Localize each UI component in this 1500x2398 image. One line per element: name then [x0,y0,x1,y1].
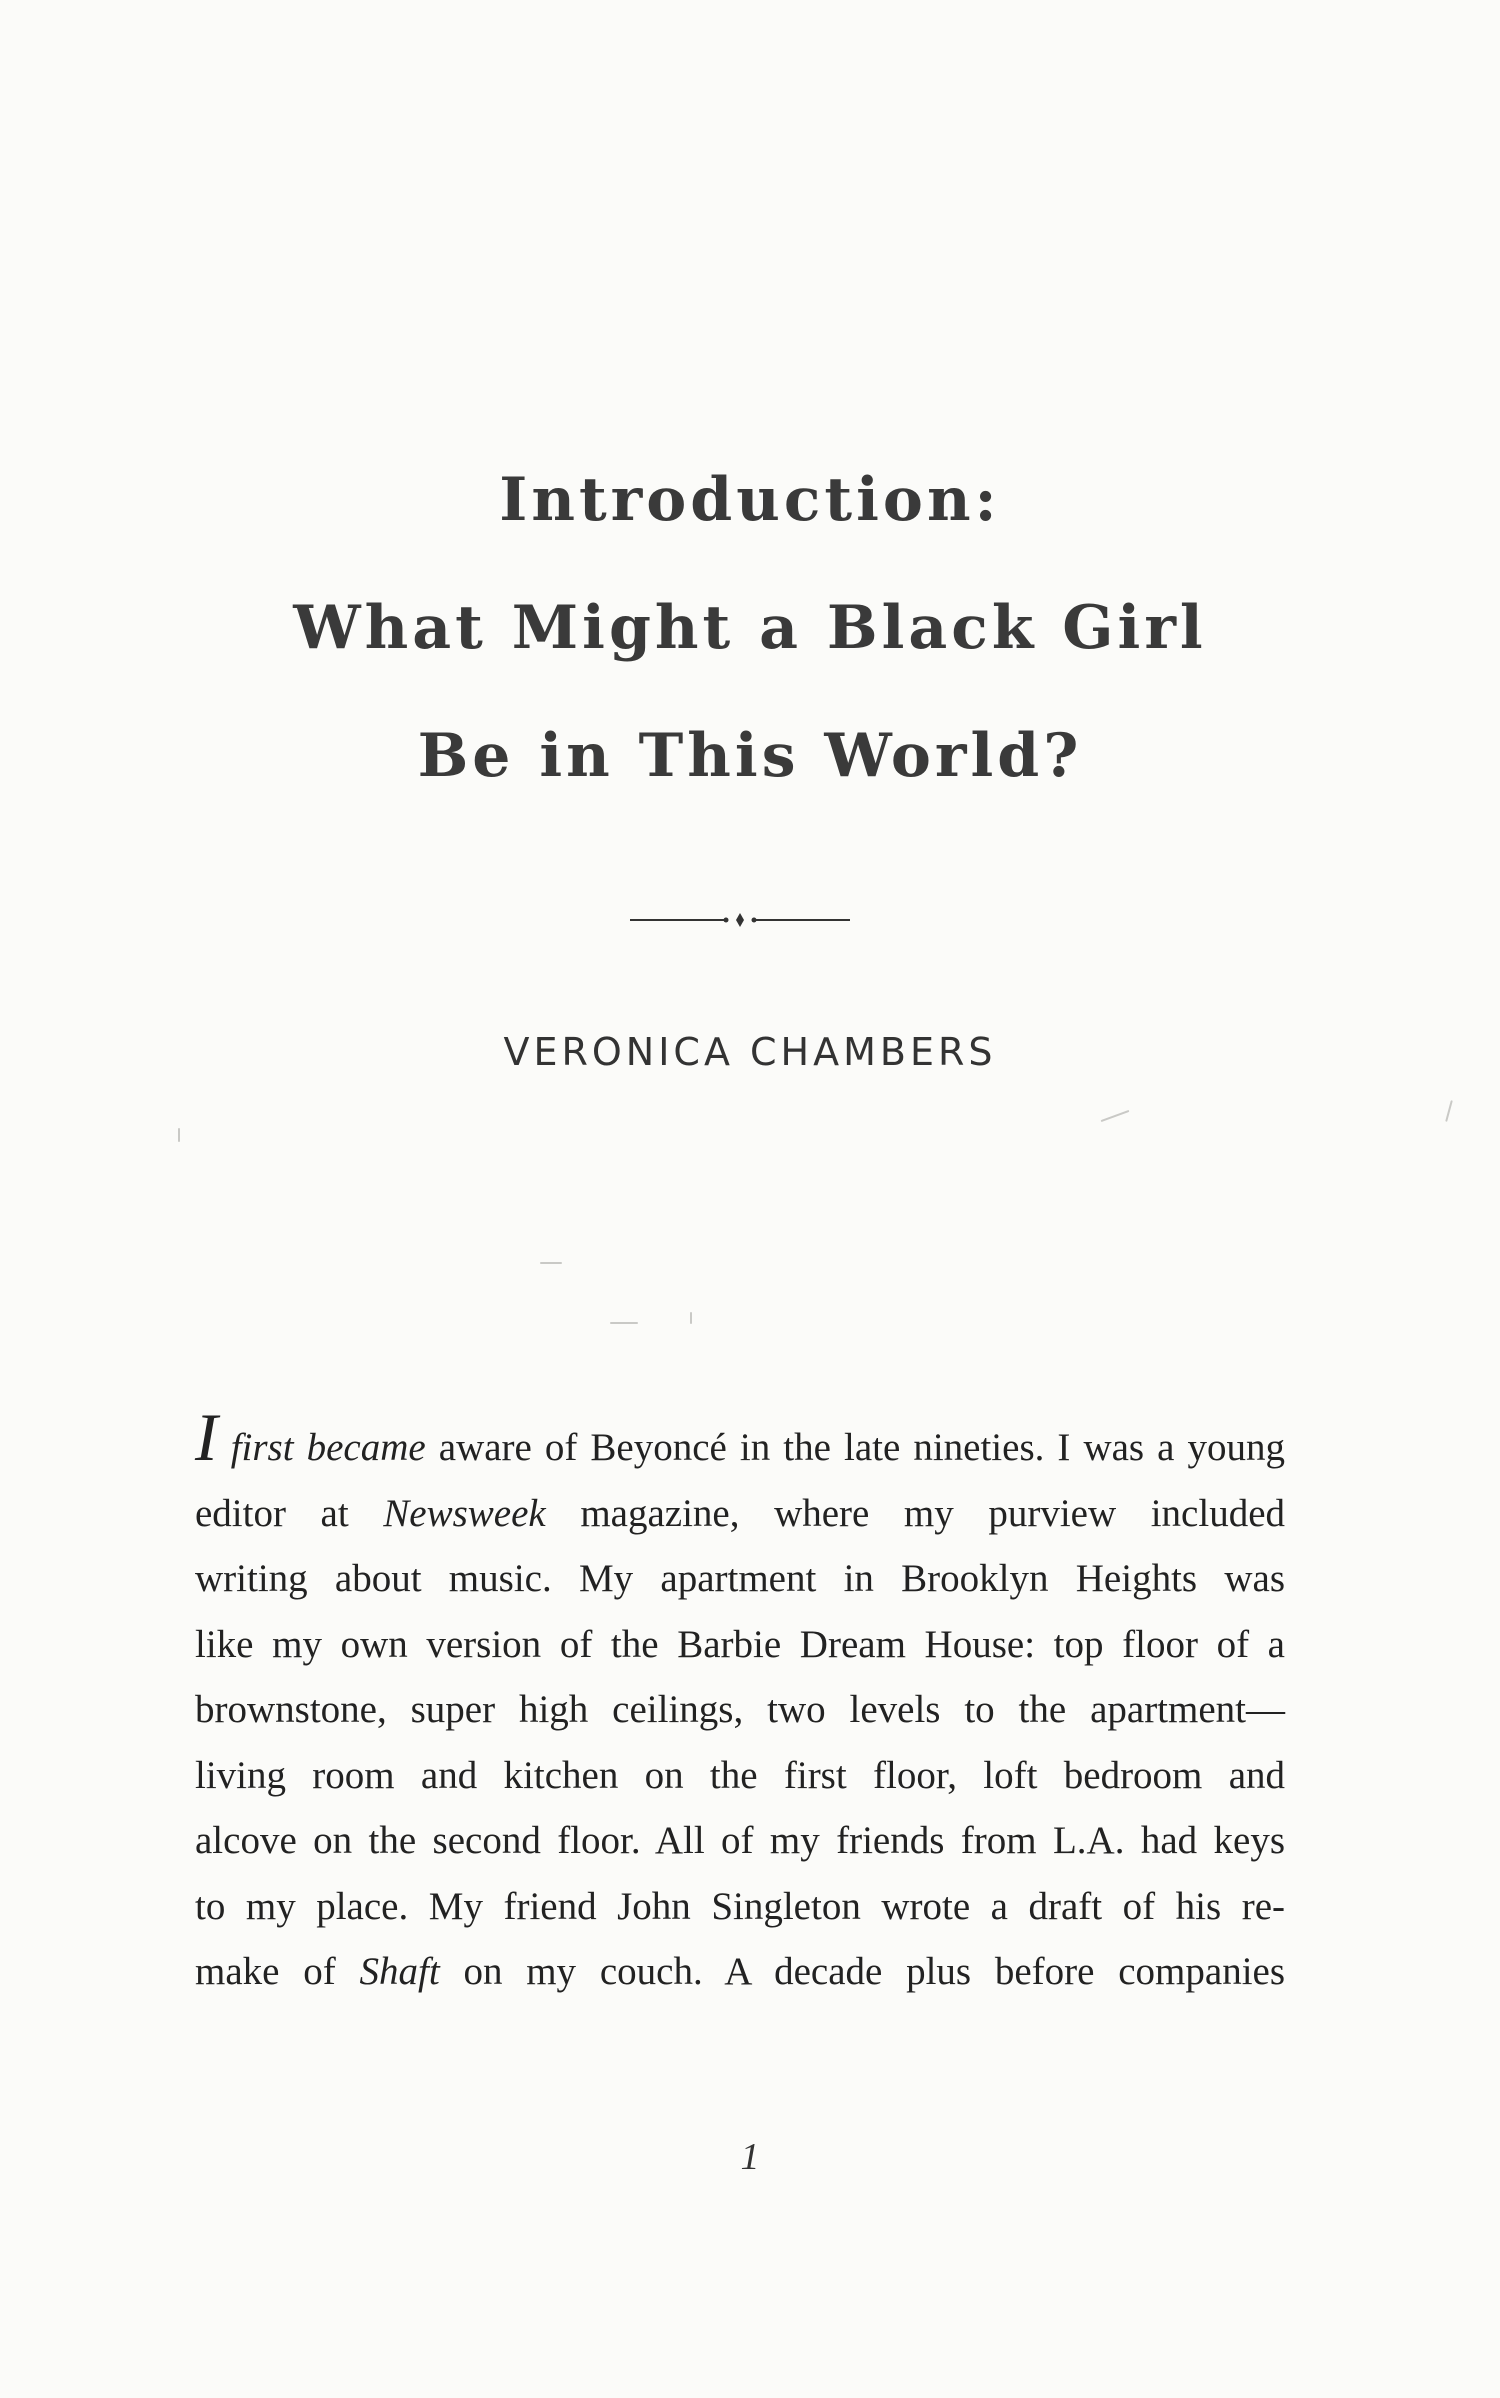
chapter-title-line-3: Be in This World? [417,721,1083,791]
body-line-7: alcove on the second floor. All of my friends from L.A. had keys [195,1819,1285,1862]
body-line-9-pre: make of [195,1950,336,1993]
drop-cap: I [195,1399,218,1475]
first-words: first became [230,1426,426,1469]
body-line-1-text: aware of Beyoncé in the late nineties. I was a young [438,1426,1285,1469]
body-line-1 [195,1399,1285,1481]
page-number: 1 [740,2136,760,2178]
scan-speck [1101,1110,1130,1122]
film-title: Shaft [359,1950,440,1993]
divider-ornament-icon [630,910,850,930]
body-line-2-post: magazine, where my purview included [580,1491,1285,1535]
scan-speck [540,1262,562,1264]
chapter-title [0,465,1500,854]
body-line-8: to my place. My friend John Singleton wrote a draft of his re- [195,1884,1285,1928]
body-line-4: like my own version of the Barbie Dream House: top floor of a [195,1622,1285,1666]
scan-speck [1445,1100,1453,1122]
body-line-9 [195,1939,1285,2005]
scan-speck [690,1312,692,1324]
chapter-title-line-2: What Might a Black Girl [293,593,1207,663]
scan-speck [610,1322,638,1324]
magazine-name: Newsweek [383,1491,546,1535]
chapter-title-line-1: Introduction: [499,465,1001,535]
body-line-6: living room and kitchen on the first floor, loft bedroom and [195,1753,1285,1797]
body-line-2-pre: editor at [195,1491,349,1535]
body-line-9-post: on my couch. A decade plus before companies [463,1950,1286,1993]
body-line-2 [195,1481,1285,1547]
body-line-3: writing about music. My apartment in Brooklyn Heights was [195,1557,1285,1600]
author-name: VERONICA CHAMBERS [503,1030,997,1074]
body-line-5: brownstone, super high ceilings, two levels to the apartment— [195,1688,1285,1731]
scan-speck [178,1128,180,1142]
body-paragraph [195,1399,1286,2005]
